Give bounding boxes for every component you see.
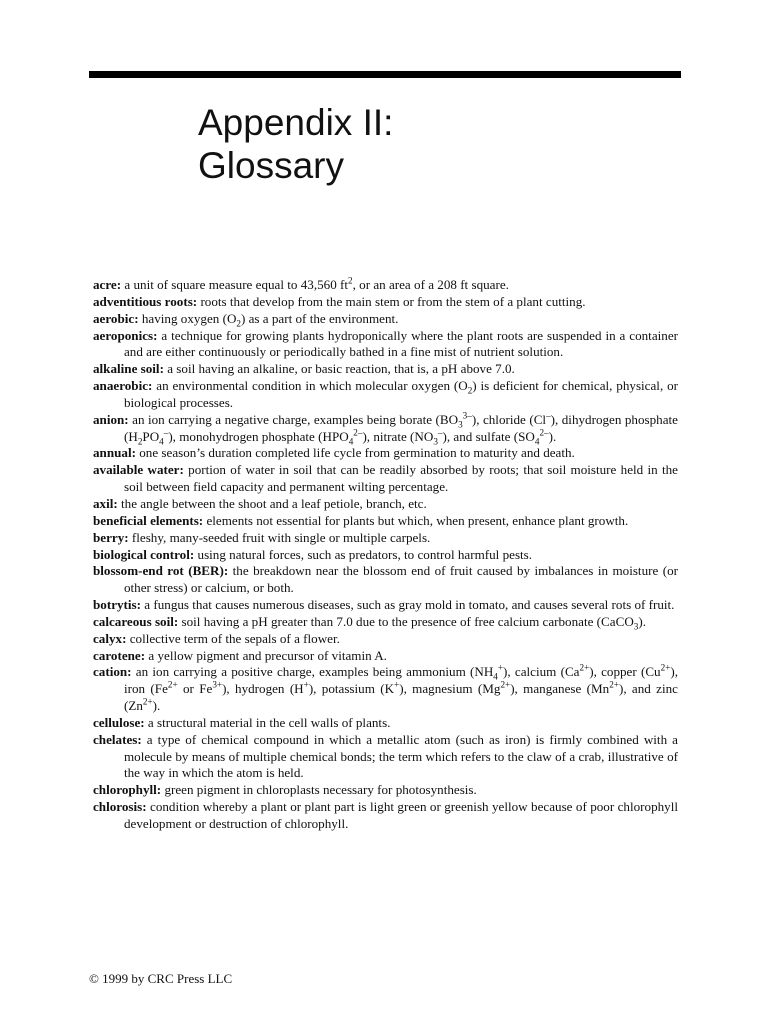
page-title [198,101,393,187]
glossary-entry [93,597,678,614]
glossary-term: chelates: [93,731,142,747]
glossary-definition: condition whereby a plant or plant part is light green or greenish yellow because of poor chlorophyll development or destruction of chlorophyll. [124,799,678,831]
glossary-definition: an environmental condition in which molecular oxygen $(O_2)$ is deficient for chemical, physical, or biological processes. [124,378,678,410]
glossary-definition: one season’s duration completed life cycle from germination to maturity and death. [139,445,575,461]
glossary-term: axil: [93,495,118,511]
glossary-term: acre: [93,277,122,292]
glossary-term: botrytis: [93,597,142,613]
glossary-term: chlorophyll: [93,782,162,798]
glossary-term: available water: [93,462,184,478]
glossary-entry [93,648,678,665]
glossary-definition: an ion carrying a negative charge, examples being borate $(BO_3^{3-})$, chloride (Cl–), dihydrogen phosphate $(H_2PO_4^-)$, monohydrogen phosphate $(HPO_4^{2-})$, nitrate $(NO_3^-)$, and sulfate $(SO_4^{2-})$. [124,410,678,447]
glossary-list [93,277,678,833]
title-line-2: Glossary [198,145,344,186]
glossary-term: cellulose: [93,714,145,730]
top-rule [89,71,681,78]
glossary-term: beneficial elements: [93,512,204,528]
glossary-entry [93,445,678,462]
glossary-term: chlorosis: [93,799,147,815]
glossary-entry [93,715,678,732]
glossary-definition: a soil having an alkaline, or basic reaction, that is, a pH above 7.0. [167,361,515,377]
glossary-definition: a structural material in the cell walls of plants. [147,714,391,730]
glossary-entry [93,513,678,530]
glossary-term: biological control: [93,546,195,562]
glossary-term: anaerobic: [93,378,153,394]
glossary-entry [93,361,678,378]
glossary-definition: the angle between the shoot and a leaf petiole, branch, etc. [121,495,427,511]
glossary-term: blossom-end rot (BER): [93,563,229,579]
glossary-definition: using natural forces, such as predators, to control harmful pests. [197,546,533,562]
glossary-definition: a fungus that causes numerous diseases, such as gray mold in tomato, and causes several rots of fruit. [144,597,675,613]
glossary-definition: soil having a pH greater than 7.0 due to the presence of free calcium carbonate (CaCO$_3$). [181,613,646,632]
glossary-entry [93,799,678,833]
glossary-entry [93,378,678,412]
glossary-entry [93,782,678,799]
glossary-term: calyx: [93,630,127,646]
glossary-definition: having oxygen $(O_2)$ as a part of the environment. [141,310,399,329]
glossary-definition: fleshy, many-seeded fruit with single or multiple carpels. [131,529,431,545]
glossary-definition: portion of water in soil that can be readily absorbed by roots; that soil moisture held in the soil between field capacity and permanent wilting percentage. [124,462,678,495]
glossary-entry [93,530,678,547]
glossary-entry [93,664,678,715]
glossary-entry [93,412,678,446]
glossary-entry [93,496,678,513]
glossary-definition: a yellow pigment and precursor of vitamin A. [148,647,387,663]
copyright-footer: © 1999 by CRC Press LLC [89,971,233,986]
glossary-term: annual: [93,445,136,461]
glossary-entry [93,732,678,783]
glossary-term: alkaline soil: [93,361,164,377]
glossary-definition: a technique for growing plants hydroponically where the plant roots are suspended in a container and are either continuously or periodically bathed in a fine mist of nutrient solution. [124,327,678,360]
glossary-term: adventitious roots: [93,293,198,309]
glossary-definition: the breakdown near the blossom end of fruit caused by imbalances in moisture (or other stress) or calcium, or both. [124,563,678,596]
glossary-term: berry: [93,529,129,545]
glossary-entry [93,277,678,294]
glossary-definition: an ion carrying a positive charge, examples being ammonium $(NH_4^+)$, calcium $(Ca^{2+})$, copper $(Cu^{2+})$, iron ($Fe^{2+}$ or $Fe^{3+}$), hydrogen (H+), potassium (K+), magnesium $(Mg^{2+})$, manganese $(Mn^{2+})$, and zinc $(Zn^{2+})$. [124,663,678,714]
glossary-entry [93,294,678,311]
glossary-entry [93,328,678,362]
glossary-definition: green pigment in chloroplasts necessary for photosynthesis. [164,782,477,798]
glossary-term: calcareous soil: [93,613,179,629]
glossary-entry [93,547,678,564]
glossary-term: aerobic: [93,310,139,326]
glossary-definition: collective term of the sepals of a flower. [129,630,340,646]
glossary-definition: a unit of square measure equal to 43,560 $ft^2$, or an area of a 208 ft square. [124,275,509,292]
glossary-term: cation: [93,664,132,680]
glossary-entry [93,311,678,328]
glossary-entry [93,563,678,597]
glossary-term: aeroponics: [93,327,158,343]
glossary-term: anion: [93,411,129,427]
glossary-definition: a type of chemical compound in which a metallic atom (such as iron) is firmly combined with a molecule by means of multiple chemical bonds; the term which refers to the claw of a crab, illustrative of the way in which the atom is held. [124,731,678,781]
glossary-definition: roots that develop from the main stem or from the stem of a plant cutting. [200,293,586,309]
title-line-1: Appendix II: [198,102,394,143]
glossary-entry [93,631,678,648]
glossary-term: carotene: [93,647,146,663]
glossary-definition: elements not essential for plants but which, when present, enhance plant growth. [206,512,629,528]
glossary-entry [93,614,678,631]
glossary-entry [93,462,678,496]
